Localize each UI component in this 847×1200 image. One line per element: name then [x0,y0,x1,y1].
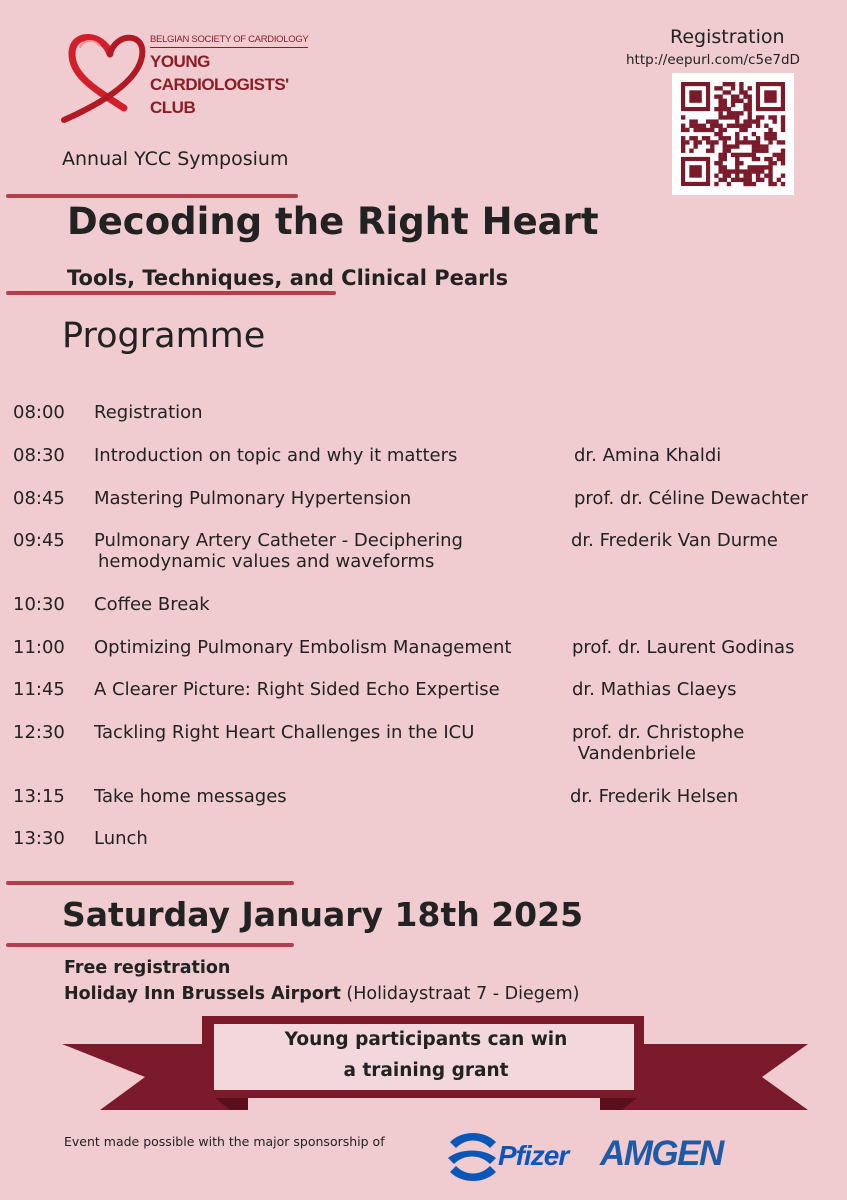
divider [6,291,336,295]
sponsor-text: Event made possible with the major sponsorship of [64,1134,385,1149]
programme-talk: Lunch [94,828,148,849]
programme-talk: Registration [94,402,203,423]
programme-heading: Programme [62,316,266,356]
programme-time: 11:45 [13,679,65,700]
divider [6,943,294,947]
registration-url[interactable]: http://eepurl.com/c5e7dD [626,52,800,68]
venue-name: Holiday Inn Brussels Airport [64,984,341,1004]
venue-address: (Holidaystraat 7 - Diegem) [346,984,580,1004]
registration-title: Registration [670,26,785,48]
banner-line-2: a training grant [343,1060,509,1081]
logo-society: BELGIAN SOCIETY OF CARDIOLOGY [150,34,308,48]
programme-talk: A Clearer Picture: Right Sided Echo Expertise [94,679,500,700]
programme-time: 09:45 [13,530,65,551]
programme-talk: Mastering Pulmonary Hypertension [94,488,412,509]
pfizer-wordmark: Pfizer [498,1140,569,1171]
programme-talk: Tackling Right Heart Challenges in the ICU [94,722,475,743]
logo-text [150,34,308,117]
programme-time: 08:00 [13,402,65,423]
programme-talk: Optimizing Pulmonary Embolism Management [94,637,512,658]
programme-time: 12:30 [13,722,65,743]
pfizer-helix-icon [444,1128,500,1184]
programme-talk: Pulmonary Artery Catheter - Deciphering [94,530,463,551]
divider [6,194,298,198]
registration-qr-code[interactable] [672,73,794,195]
programme-talk: Coffee Break [94,594,210,615]
programme-speaker: prof. dr. Laurent Godinas [572,637,795,658]
programme-speaker: prof. dr. Céline Dewachter [574,488,808,509]
event-date: Saturday January 18th 2025 [62,895,584,934]
heart-logo-icon [60,24,150,124]
symposium-label: Annual YCC Symposium [62,148,289,170]
banner-text [210,1024,642,1086]
logo-line-2: CARDIOLOGISTS' [150,75,289,94]
programme-time: 13:30 [13,828,65,849]
free-registration: Free registration [64,958,231,978]
page-subtitle: Tools, Techniques, and Clinical Pearls [67,266,509,290]
qr-code-icon [672,73,794,195]
pfizer-logo [444,1128,584,1184]
programme-speaker: dr. Frederik Van Durme [571,530,778,551]
venue [64,984,580,1004]
logo-line-1: YOUNG [150,52,210,71]
programme-speaker: dr. Amina Khaldi [574,445,722,466]
programme-time: 10:30 [13,594,65,615]
programme-time: 13:15 [13,786,65,807]
programme-talk: Introduction on topic and why it matters [94,445,458,466]
programme-time: 08:30 [13,445,65,466]
banner-line-1: Young participants can win [284,1029,568,1050]
programme-speaker: dr. Frederik Helsen [570,786,739,807]
programme-time: 11:00 [13,637,65,658]
programme-talk-continued: hemodynamic values and waveforms [98,551,435,572]
amgen-logo: AMGEN [600,1134,723,1173]
page-title: Decoding the Right Heart [67,200,599,243]
programme-speaker: dr. Mathias Claeys [572,679,737,700]
logo-line-3: CLUB [150,98,196,117]
programme-talk: Take home messages [94,786,287,807]
programme-time: 08:45 [13,488,65,509]
divider [6,881,294,885]
programme-speaker: prof. dr. Christophe Vandenbriele [572,722,745,764]
